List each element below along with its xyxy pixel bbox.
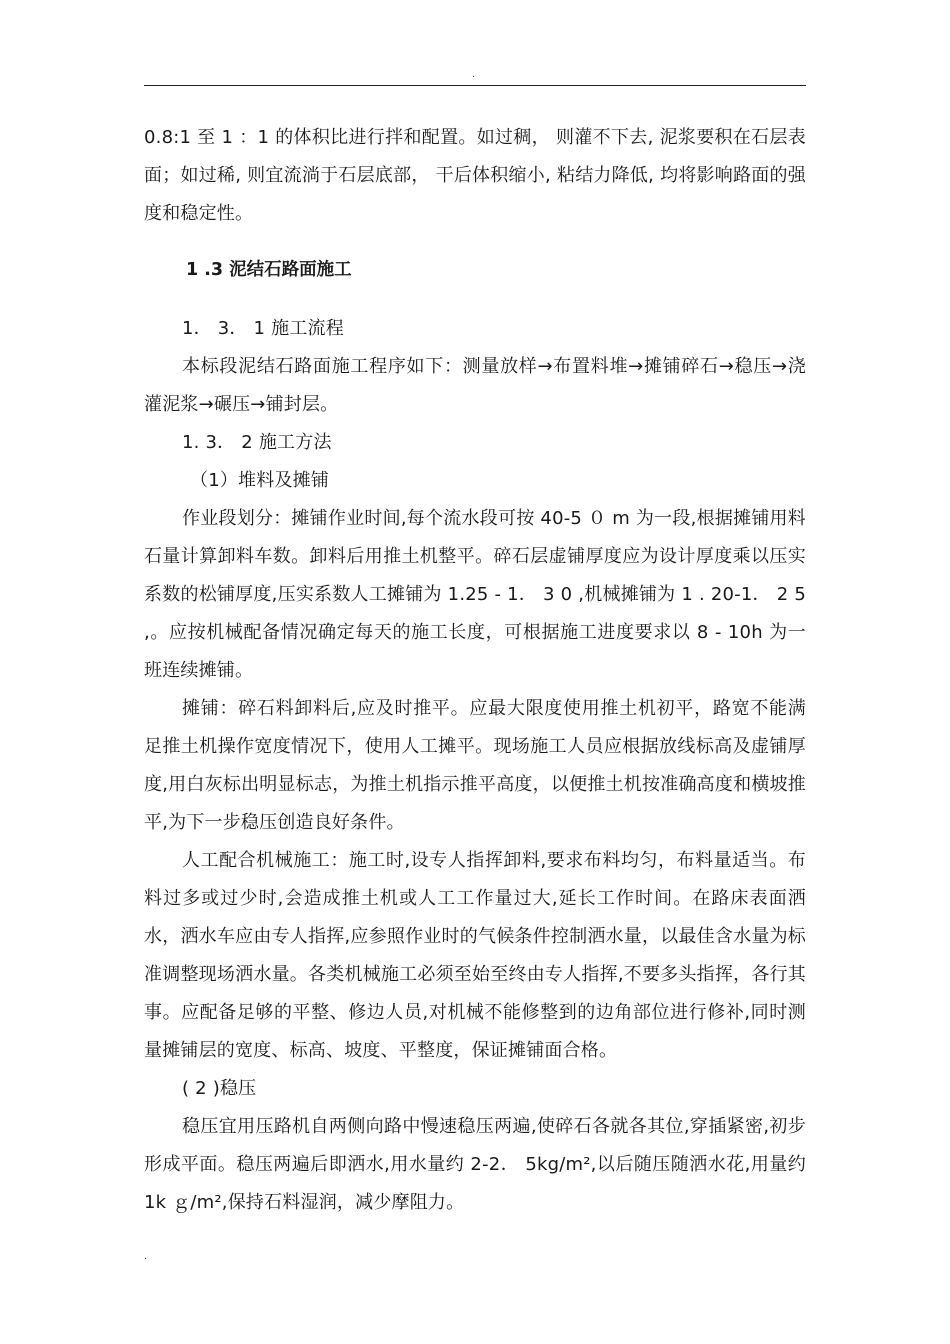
header-marker: .: [472, 69, 476, 80]
footer-marker: .: [144, 1251, 148, 1262]
header-rule: [144, 85, 806, 86]
paragraph-manual: 人工配合机械施工：施工时,设专人指挥卸料,要求布料均匀，布料量适当。布料过多或过少时,会造成推土机或人工工作量过大,延长工作时间。在路床表面洒水，洒水车应由专人指挥,应参照作业时的气候条件控制洒水量，以最佳含水量为标准调整现场洒水量。各类机械施工必须至始至终由专人指挥,不要多头指挥，各行其事。应配备足够的平整、修边人员,对机械不能修整到的边角部位进行修补,同时测量摊铺层的宽度、标高、坡度、平整度，保证摊铺面合格。: [144, 850, 806, 1061]
subsection-heading-1-3-1: 1． 3． 1 施工流程: [182, 318, 344, 339]
subsection-heading-1-3-2: 1. 3． 2 施工方法: [182, 432, 332, 453]
paragraph-compact: 稳压宜用压路机自两侧向路中慢速稳压两遍,使碎石各就各其位,穿插紧密,初步形成平面。稳压两遍后即洒水,用水量约 2-2． 5kg/m²,以后随压随洒水花,用量约 1k ｇ/m²,保持石料湿润，减少摩阻力。: [144, 1116, 806, 1213]
paragraph-flow: 本标段泥结石路面施工程序如下：测量放样→布置料堆→摊铺碎石→稳压→浇灌泥浆→碾压→铺封层。: [144, 356, 806, 415]
paragraph-intro: 0.8:1 至 1 ：1 的体积比进行拌和配置。如过稠， 则灌不下去, 泥浆要积在石层表面；如过稀, 则宜流淌于石层底部， 干后体积缩小, 粘结力降低, 均将影响路面的强度和稳定性。: [144, 127, 806, 224]
list-item-2: ( 2 )稳压: [182, 1078, 257, 1099]
section-heading-1-3: 1 .3 泥结石路面施工: [186, 260, 352, 280]
paragraph-segment: 作业段划分：摊铺作业时间,每个流水段可按 40-5 ０ m 为一段,根据摊铺用料石量计算卸料车数。卸料后用推土机整平。碎石层虚铺厚度应为设计厚度乘以压实系数的松铺厚度,压实系数人工摊铺为 1.25 - 1． 3 0 ,机械摊铺为 1 . 20-1． 2 5 ,。应按机械配备情况确定每天的施工长度，可根据施工进度要求以 8 - 10h 为一班连续摊铺。: [144, 508, 806, 681]
document-body: [144, 119, 806, 1222]
paragraph-spread: 摊铺：碎石料卸料后,应及时推平。应最大限度使用推土机初平，路宽不能满足推土机操作宽度情况下，使用人工摊平。现场施工人员应根据放线标高及虚铺厚度,用白灰标出明显标志，为推土机指示推平高度，以便推土机按准确高度和横坡推平,为下一步稳压创造良好条件。: [144, 698, 806, 833]
list-item-1: （1）堆料及摊铺: [190, 470, 330, 491]
